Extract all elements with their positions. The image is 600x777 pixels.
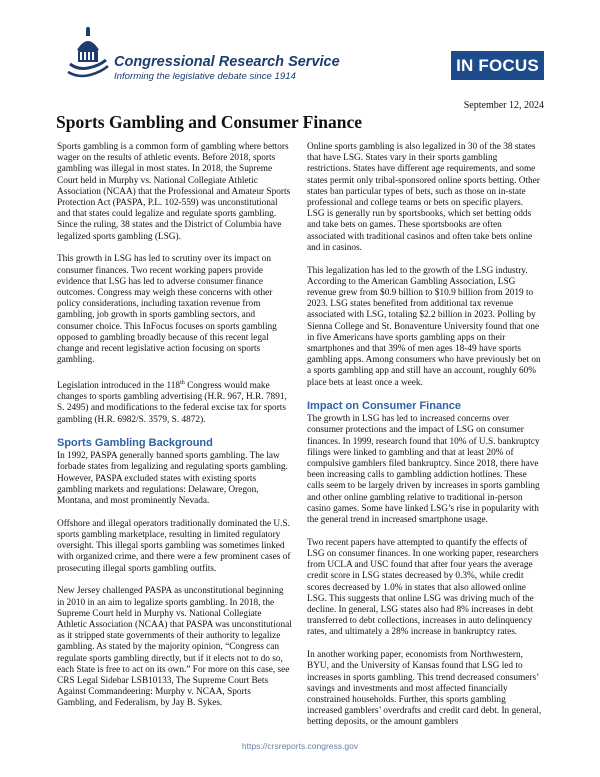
org-tagline: Informing the legislative debate since 1914	[114, 71, 296, 82]
report-header	[0, 0, 600, 95]
paragraph: Online sports gambling is also legalized in 30 of the 38 states that have LSG. States vary in their sports gambling restrictions. States have different age requirements, and some states permit only tribal-sponsored online sports betting. Other states ban particular types of bets, such as those on in-state professional and college teams or bets on specific players. LSG is generally run by sportsbooks, which set betting odds and take bets on games. These sportsbooks are often associated with traditional casinos and often take bets online and in casinos.	[307, 142, 540, 253]
in-focus-badge: IN FOCUS	[451, 51, 544, 80]
superscript: th	[180, 379, 185, 386]
paragraph: In another working paper, economists from Northwestern, BYU, and the University of Kansas found that LSG led to increases in sports gambling. This trend decreased consumers’ savings and investments and most affected financially constrained households. Further, this sports gambling increased gamblers’ overdrafts and credit card debt. In general, betting deposits, or the amount gamblers	[307, 650, 542, 728]
footer-url[interactable]: https://crsreports.congress.gov	[241, 741, 359, 751]
right-column	[307, 142, 542, 740]
org-name: Congressional Research Service	[114, 54, 340, 70]
page-title: Sports Gambling and Consumer Finance	[56, 112, 362, 132]
capitol-dome-logo-icon	[66, 24, 110, 80]
section-heading-impact: Impact on Consumer Finance	[307, 400, 462, 413]
publication-date: September 12, 2024	[463, 100, 544, 111]
paragraph: Offshore and illegal operators traditionally dominated the U.S. sports gambling marketplace, resulting in limited regulatory oversight. This illegal sports gambling was sometimes linked with organized crime, and there were a few prominent cases of prosecuting illegal sports gambling outfits.	[57, 518, 291, 574]
section-heading-background: Sports Gambling Background	[57, 437, 213, 450]
left-column	[57, 142, 292, 721]
paragraph: This legalization has led to the growth of the LSG industry. According to the American Gambling Association, LSG revenue grew from $0.9 billion to $10.9 billion from 2019 to 2023. LSG states benefited from additional tax revenue associated with LSG, totaling $2.2 billion in 2023. Polling by Sienna College and St. Bonaventure University found that one in five Americans have sports gambling apps on their smartphones and that 39% of men ages 18-49 have sports gambling apps. Among consumers who have previously bet on a sports gambling app and still have an account, roughly 60% place bets at least once a week.	[307, 265, 541, 388]
paragraph: Two recent papers have attempted to quantify the effects of LSG on consumer finances. In one working paper, researchers from UCLA and USC found that after four years the average credit score in LSG states decreased by 0.3%, while credit scores decreased by 1.0% in states that also allowed online LSG. This suggests that online LSG was driving much of the decline. In general, LSG states also had 8% increases in debt transferred to debt collections, increases in auto delinquency rates, and ultimately a 28% increase in bankruptcy rates.	[307, 537, 539, 638]
paragraph-text: Legislation introduced in the 118	[57, 380, 181, 391]
paragraph: This growth in LSG has led to scrutiny over its impact on consumer finances. Two recent working papers provide evidence that LSG has led to adverse consumer finance outcomes. Congress may weigh these concerns with other policy considerations, including taxation revenue from gambling, job growth in sports gambling sectors, and consumer choice. This InFocus focuses on sports gambling opposed to gambling broadly because of this recent legal change and recent legislative action focusing on sports gambling.	[57, 254, 277, 366]
paragraph: New Jersey challenged PASPA as unconstitutional beginning in 2010 in an aim to legalize sports gambling. In 2018, the Supreme Court held in Murphy vs. National Collegiate Athletic Association (NCAA) that PASPA was unconstitutional as it stripped state governments of their authority to legalize gambling. As stated by the majority opinion, “Congress can regulate sports gambling directly, but if it elects not to do so, each State is free to act on its own.” For more on this case, see CRS Legal Sidebar LSB10133, The Supreme Court Bets Against Commandeering: Murphy v. NCAA, Sports Gambling, and Federalism, by Jay B. Sykes.	[57, 586, 292, 709]
paragraph: Sports gambling is a common form of gambling where bettors wager on the results of athletic events. Before 2018, sports gambling was illegal in most states. In 2018, the Supreme Court held in Murphy vs. National Collegiate Athletic Association (NCAA) that the Professional and Amateur Sports Protection Act (PASPA, P.L. 102-559) was unconstitutional and that states could legalize and regulate sports gambling. Since the ruling, 38 states and the District of Columbia have legalized sports gambling (LSG).	[57, 142, 291, 242]
paragraph: In 1992, PASPA generally banned sports gambling. The law forbade states from legalizing and regulating sports gambling. However, PASPA excluded states with existing sports gambling markets and regulations: Delaware, Oregon, Montana, and most prominently Nevada.	[57, 451, 288, 507]
paragraph-text: Congress would make changes to sports gambling advertising (H.R. 967, H.R. 7891, S. 2495) and modifications to the federal excise tax for sports gambling (H.R. 6982/S. 3579, S. 4872).	[57, 380, 287, 425]
paragraph	[57, 378, 292, 426]
paragraph: The growth in LSG has led to increased concerns over consumer protections and the impact of LSG on consumer finances. In 1999, research found that 10% of U.S. bankruptcy filings were linked to gambling and that at least 20% of compulsive gamblers filed bankruptcy. Since 2018, there have been increasing calls to gambling addiction hotlines. These calls seem to be largely driven by increases in sports gambling and other online gambling relative to traditional in-person casino games. Some have linked LSG’s rise in popularity with the general trend in increased smartphone usage.	[307, 414, 540, 526]
